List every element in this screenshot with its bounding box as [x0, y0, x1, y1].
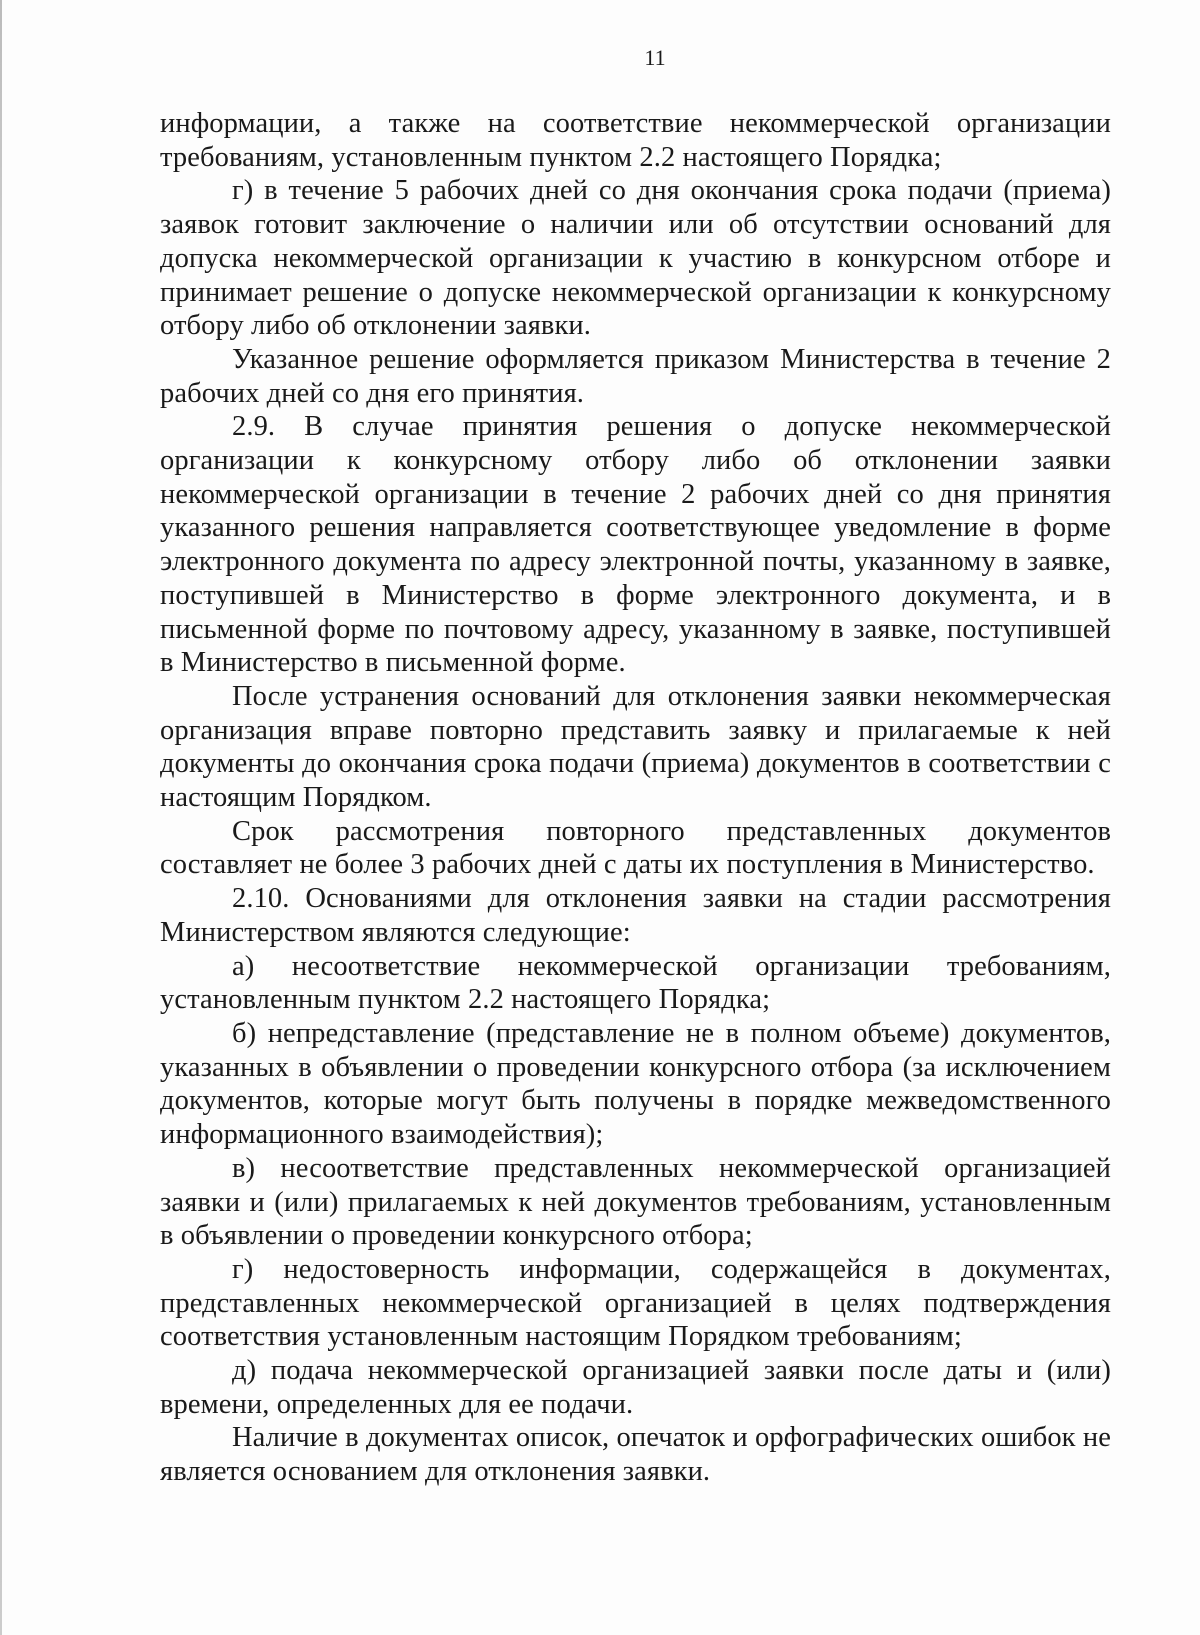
paragraph-item-a: а) несоответствие некоммерческой организации требованиям, установленным пунктом 2.2 настоящего Порядка;	[160, 950, 1111, 1016]
paragraph-decision-order: Указанное решение оформляется приказом Министерства в течение 2 рабочих дней со дня его принятия.	[160, 343, 1111, 409]
document-body	[160, 107, 1111, 1489]
paragraph-item-g: г) в течение 5 рабочих дней со дня окончания срока подачи (приема) заявок готовит заключение о наличии или об отсутствии оснований для допуска некоммерческой организации к участию в конкурсном отборе и принимает решение о допуске некоммерческой организации к конкурсному отбору либо об отклонении заявки.	[160, 175, 1111, 342]
paragraph-typos-note: Наличие в документах описок, опечаток и орфографических ошибок не является основанием для отклонения заявки.	[160, 1422, 1111, 1488]
paragraph-item-b: б) непредставление (представление не в полном объеме) документов, указанных в объявлении о проведении конкурсного отбора (за исключением документов, которые могут быть получены в порядке межведомственного информационного взаимодействия);	[160, 1017, 1111, 1151]
paragraph-item-v: в) несоответствие представленных некоммерческой организацией заявки и (или) прилагаемых к ней документов требованиям, установленным в объявлении о проведении конкурсного отбора;	[160, 1152, 1111, 1252]
paragraph-review-term: Срок рассмотрения повторного представленных документов составляет не более 3 рабочих дней с даты их поступления в Министерство.	[160, 815, 1111, 881]
paragraph-item-g2: г) недостоверность информации, содержащейся в документах, представленных некоммерческой организацией в целях подтверждения соответствия установленным настоящим Порядком требованиям;	[160, 1253, 1111, 1353]
paragraph-item-d: д) подача некоммерческой организацией заявки после даты и (или) времени, определенных для ее подачи.	[160, 1355, 1111, 1420]
scan-edge	[0, 0, 2, 1635]
paragraph-resubmission: После устранения оснований для отклонения заявки некоммерческая организация вправе повторно представить заявку и прилагаемые к ней документы до окончания срока подачи (приема) документов в соответствии с настоящим Порядком.	[160, 680, 1111, 814]
page-number: 11	[644, 45, 666, 70]
paragraph-continuation: информации, а также на соответствие некоммерческой организации требованиям, установленным пунктом 2.2 настоящего Порядка;	[160, 108, 1111, 173]
paragraph-2-9: 2.9. В случае принятия решения о допуске некоммерческой организации к конкурсному отбору либо об отклонении заявки некоммерческой организации в течение 2 рабочих дней со дня принятия указанного решения направляется соответствующее уведомление в форме электронного документа по адресу электронной почты, указанному в заявке, поступившей в Министерство в форме электронного документа, и в письменной форме по почтовому адресу, указанному в заявке, поступившей в Министерство в письменной форме.	[160, 411, 1111, 679]
paragraph-2-10: 2.10. Основаниями для отклонения заявки на стадии рассмотрения Министерством являются следующие:	[160, 883, 1111, 948]
